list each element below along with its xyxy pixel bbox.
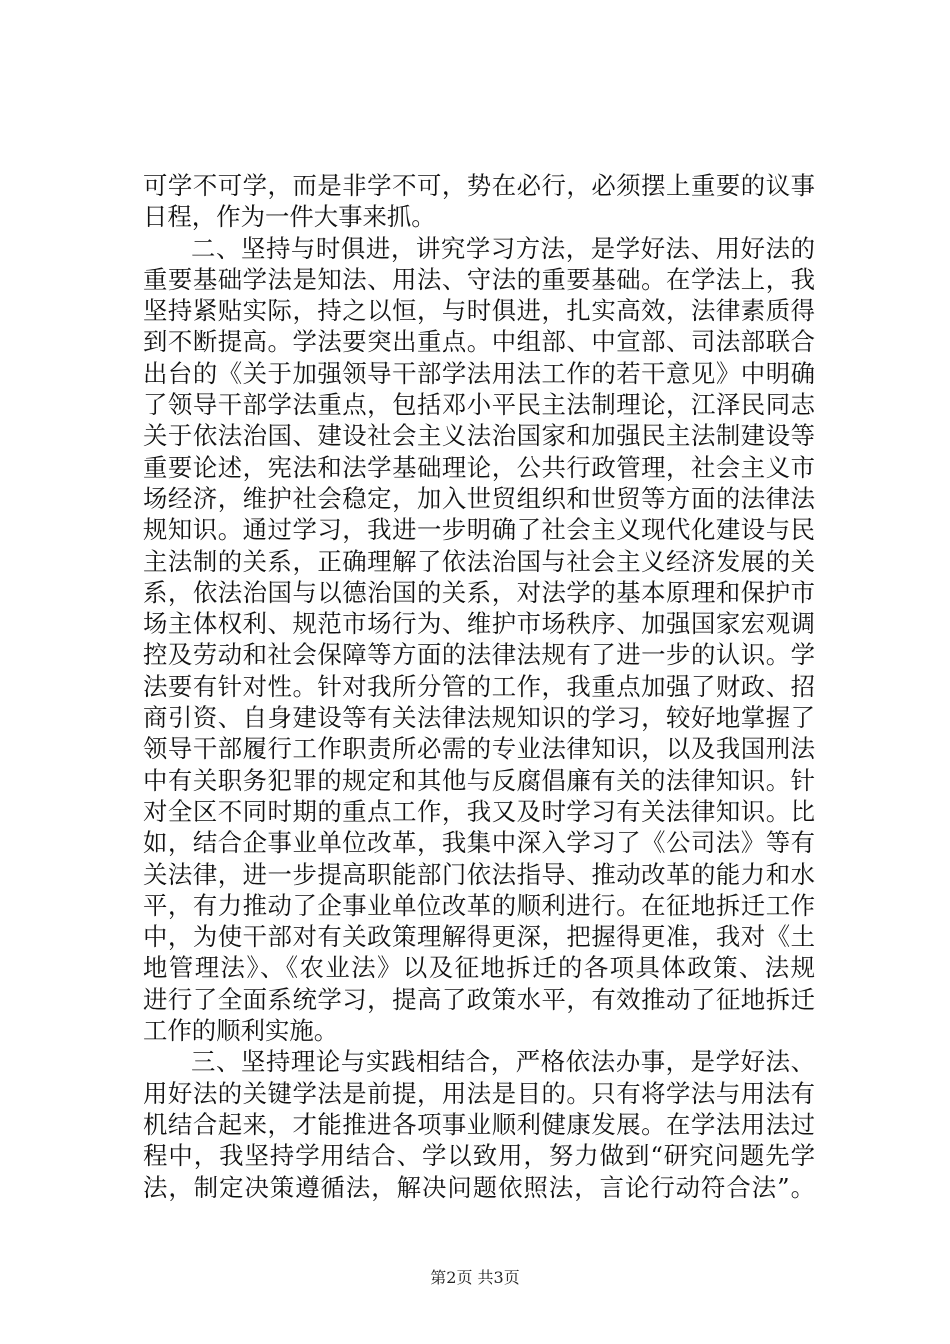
text-line: 重要论述，宪法和法学基础理论，公共行政管理，社会主义市 [143,452,815,482]
text-line: 日程，作为一件大事来抓。 [143,202,436,232]
document-body [143,170,815,1203]
text-line: 法，制定决策遵循法，解决问题依照法，言论行动符合法”。 [143,1172,815,1202]
text-line: 场经济，维护社会稳定，加入世贸组织和世贸等方面的法律法 [143,483,815,513]
text-line: 坚持紧贴实际，持之以恒，与时俱进，扎实高效，法律素质得 [143,296,815,326]
text-line: 重要基础学法是知法、用法、守法的重要基础。在学法上，我 [143,264,815,294]
text-line: 用好法的关键学法是前提，用法是目的。只有将学法与用法有 [143,1078,815,1108]
text-line: 进行了全面系统学习，提高了政策水平，有效推动了征地拆迁 [143,984,815,1014]
text-line: 工作的顺利实施。 [143,1016,339,1046]
text-line: 领导干部履行工作职责所必需的专业法律知识，以及我国刑法 [143,734,815,764]
text-line: 三、坚持理论与实践相结合，严格依法办事，是学好法、 [191,1047,815,1077]
text-line: 对全区不同时期的重点工作，我又及时学习有关法律知识。比 [143,796,815,826]
text-line: 二、坚持与时俱进，讲究学习方法，是学好法、用好法的 [191,233,815,263]
text-line: 程中，我坚持学用结合、学以致用，努力做到“研究问题先学 [143,1141,815,1171]
text-line: 可学不可学，而是非学不可，势在必行，必须摆上重要的议事 [143,171,815,200]
text-line: 机结合起来，才能推进各项事业顺利健康发展。在学法用法过 [143,1109,815,1139]
text-line: 系，依法治国与以德治国的关系，对法学的基本原理和保护市 [143,577,815,607]
text-line: 商引资、自身建设等有关法律法规知识的学习，较好地掌握了 [143,703,815,733]
text-line: 主法制的关系，正确理解了依法治国与社会主义经济发展的关 [143,546,815,576]
text-line: 平，有力推动了企事业单位改革的顺利进行。在征地拆迁工作 [143,890,815,920]
page-number-footer: 第2页 共3页 [430,1268,520,1287]
text-line: 关于依法治国、建设社会主义法治国家和加强民主法制建设等 [143,421,815,451]
text-line: 到不断提高。学法要突出重点。中组部、中宣部、司法部联合 [143,327,815,357]
text-line: 关法律，进一步提高职能部门依法指导、推动改革的能力和水 [143,859,815,889]
text-line: 如，结合企事业单位改革，我集中深入学习了《公司法》等有 [143,828,815,858]
text-line: 地管理法》、《农业法》以及征地拆迁的各项具体政策、法规 [143,953,815,983]
text-line: 控及劳动和社会保障等方面的法律法规有了进一步的认识。学 [143,640,815,670]
text-line: 法要有针对性。针对我所分管的工作，我重点加强了财政、招 [143,671,815,701]
text-line: 了领导干部学法重点，包括邓小平民主法制理论，江泽民同志 [143,390,815,420]
text-line: 出台的《关于加强领导干部学法用法工作的若干意见》中明确 [143,358,815,388]
text-line: 场主体权利、规范市场行为、维护市场秩序、加强国家宏观调 [143,609,815,639]
text-line: 中，为使干部对有关政策理解得更深，把握得更准，我对《土 [143,922,815,952]
text-line: 规知识。通过学习，我进一步明确了社会主义现代化建设与民 [143,515,815,545]
text-line: 中有关职务犯罪的规定和其他与反腐倡廉有关的法律知识。针 [143,765,815,795]
